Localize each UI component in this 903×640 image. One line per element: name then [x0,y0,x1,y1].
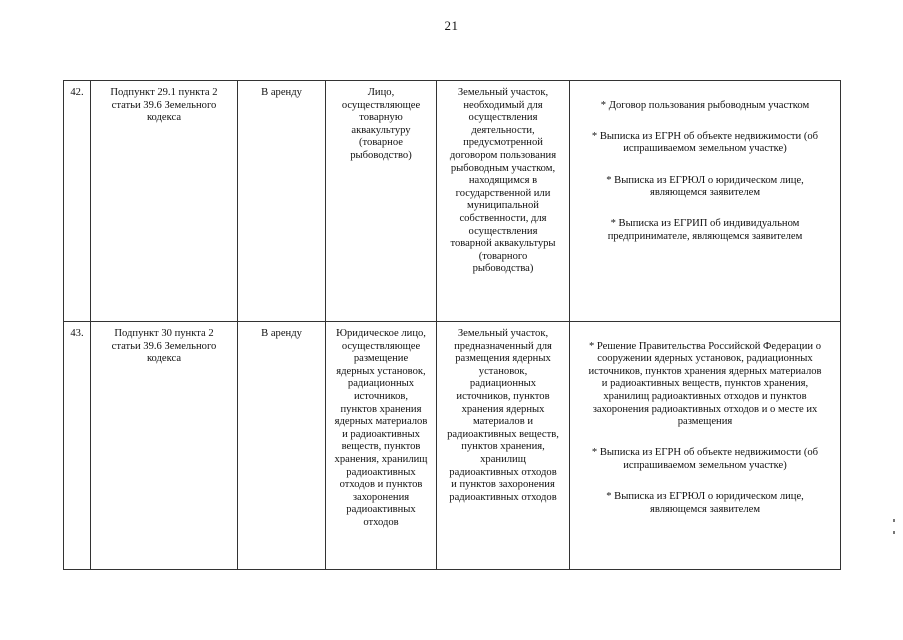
scan-speck [893,519,895,522]
provision-type-cell: В аренду [238,322,326,570]
legal-basis-cell: Подпункт 29.1 пункта 2 статьи 39.6 Земельного кодекса [91,81,238,322]
document-item: * Выписка из ЕГРЮЛ о юридическом лице, являющемся заявителем [606,491,804,515]
document-item: * Решение Правительства Российской Федерации о сооружении ядерных установок, радиационных источников, пунктов хранения ядерных материалов и радиоактивных веществ, пунктов хранения, хранилищ радиоактивных отходов и пунктов захоронения радиоактивных отходов и о месте их размещения [588,340,822,428]
land-parcel-cell: Земельный участок, предназначенный для размещения ядерных установок, радиационных источников, пунктов хранения ядерных материалов и радиоактивных веществ, пунктов хранения, хранилищ радиоактивных отходов и пунктов захоронения радиоактивных отходов [437,322,570,570]
documents-cell [570,322,841,570]
land-parcel-cell: Земельный участок, необходимый для осуществления деятельности, предусмотренной договором пользования рыбоводным участком, находящимся в государственной или муниципальной собственности, для осуществления товарной аквакультуры (товарного рыбоводства) [437,81,570,322]
row-number-cell: 43. [64,322,91,570]
applicant-cell: Юридическое лицо, осуществляющее размещение ядерных установок, радиационных источников, пунктов хранения ядерных материалов и радиоактивных веществ, пунктов хранения, хранилищ радиоактивных отходов и пунктов захоронения радиоактивных отходов [326,322,437,570]
table-row [64,322,841,570]
documents-cell [570,81,841,322]
legal-basis-cell: Подпункт 30 пункта 2 статьи 39.6 Земельного кодекса [91,322,238,570]
page-number: 21 [444,18,459,33]
document-item: * Выписка из ЕГРН об объекте недвижимости (об испрашиваемом земельном участке) [591,130,819,155]
document-item: * Выписка из ЕГРИП об индивидуальном предпринимателе, являющемся заявителем [607,218,803,242]
document-item: * Выписка из ЕГРН об объекте недвижимости (об испрашиваемом земельном участке) [591,447,819,471]
table-row [64,81,841,322]
provision-type-cell: В аренду [238,81,326,322]
document-item: * Договор пользования рыбоводным участком [600,99,810,111]
applicant-cell: Лицо, осуществляющее товарную аквакультуру (товарное рыбоводство) [326,81,437,322]
document-item: * Выписка из ЕГРЮЛ о юридическом лице, являющемся заявителем [606,174,804,199]
row-number-cell: 42. [64,81,91,322]
scan-speck [893,531,895,534]
document-table [63,80,841,570]
